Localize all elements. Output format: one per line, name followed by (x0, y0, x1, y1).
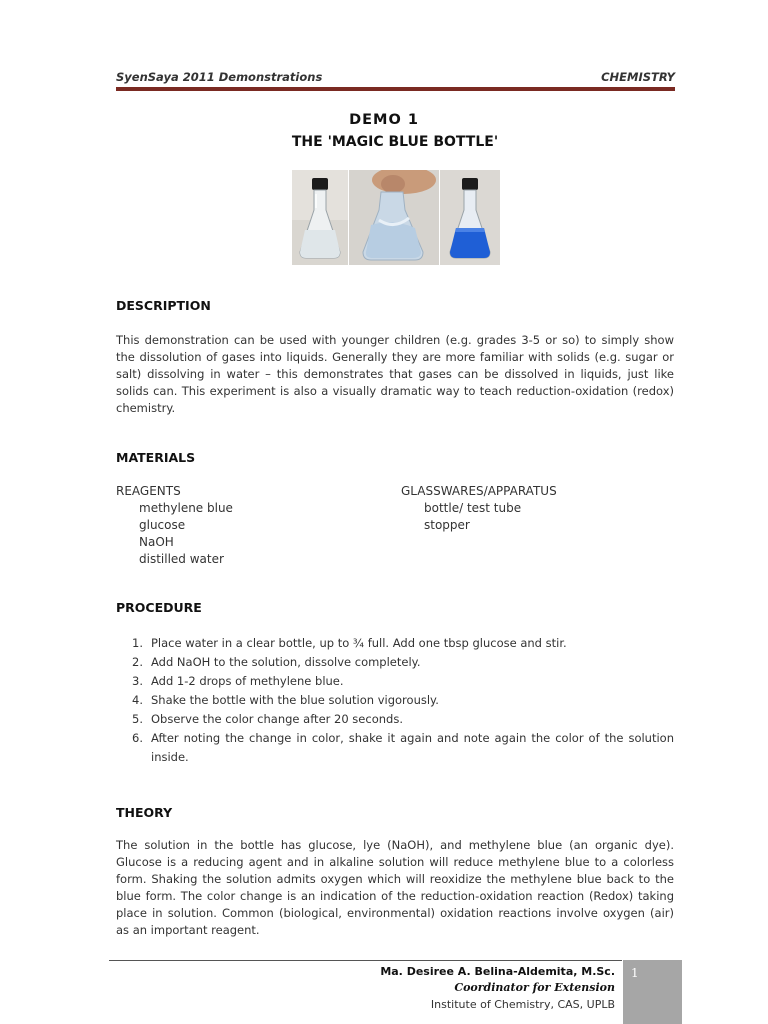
procedure-step (116, 672, 674, 691)
step-number: 3. (132, 674, 143, 688)
procedure-step (116, 653, 674, 672)
materials-heading: MATERIALS (116, 450, 196, 465)
description-heading: DESCRIPTION (116, 298, 211, 313)
author-institute: Institute of Chemistry, CAS, UPLB (430, 998, 615, 1011)
step-text: Add NaOH to the solution, dissolve completely. (151, 655, 421, 669)
procedure-steps (116, 634, 674, 767)
author-role: Coordinator for Extension (454, 981, 615, 994)
reagent-item: NaOH (139, 535, 174, 549)
step-number: 4. (132, 693, 143, 707)
procedure-step (116, 691, 674, 710)
theory-text: The solution in the bottle has glucose, lye (NaOH), and methylene blue (an organic dye). Glucose is a reducing agent and in alkaline solution will reduce methylene blue to a colorless form. Shaking the solution admits oxygen which will reoxidize the methylene blue back to the blue form. The color change is an indication of the reduction-oxidation reaction (Redox) taking place in solution. Common (biological, environmental) oxidation reactions involve oxygen (air) as an important reagent. (116, 838, 674, 937)
flask-shaken-photo (349, 170, 439, 265)
reagent-item: methylene blue (139, 501, 233, 515)
step-number: 6. (132, 731, 143, 745)
author-name: Ma. Desiree A. Belina-Aldemita, M.Sc. (380, 965, 615, 978)
running-header (116, 70, 675, 86)
step-number: 5. (132, 712, 143, 726)
flask-colorless-photo (292, 170, 348, 265)
header-rule (116, 87, 675, 91)
theory-heading: THEORY (116, 805, 173, 820)
description-text: This demonstration can be used with younger children (e.g. grades 3-5 or so) to simply show the dissolution of gases into liquids. Generally they are more familiar with solids (e.g. sugar or salt) dissolving in water – this demonstrates that gases can be dissolved in liquids, just like solids can. This experiment is also a visually dramatic way to teach reduction-oxidation (redox) chemistry. (116, 333, 674, 415)
demo-number: DEMO 1 (349, 112, 419, 128)
glassware-label: GLASSWARES/APPARATUS (401, 484, 557, 498)
footer-credit (380, 964, 615, 1014)
procedure-step (116, 634, 674, 653)
flask-photos (292, 170, 500, 265)
step-text: After noting the change in color, shake it again and note again the color of the solution inside. (151, 731, 674, 764)
glassware-list (401, 483, 557, 534)
step-number: 1. (132, 636, 143, 650)
flask-blue-photo (440, 170, 500, 265)
reagents-list (116, 483, 233, 568)
step-number: 2. (132, 655, 143, 669)
glassware-item: stopper (424, 518, 470, 532)
procedure-step (116, 710, 674, 729)
reagents-label: REAGENTS (116, 484, 181, 498)
step-text: Place water in a clear bottle, up to ¾ full. Add one tbsp glucose and stir. (151, 636, 567, 650)
reagent-item: glucose (139, 518, 186, 532)
demo-title: THE 'MAGIC BLUE BOTTLE' (291, 134, 499, 150)
procedure-step (116, 729, 674, 767)
step-text: Observe the color change after 20 seconds. (151, 712, 403, 726)
step-text: Shake the bottle with the blue solution vigorously. (151, 693, 439, 707)
procedure-heading: PROCEDURE (116, 600, 202, 615)
footer-rule (109, 960, 622, 961)
header-subject: CHEMISTRY (601, 70, 675, 84)
header-title: SyenSaya 2011 Demonstrations (116, 70, 323, 84)
reagent-item: distilled water (139, 552, 224, 566)
page-number: 1 (631, 966, 639, 980)
glassware-item: bottle/ test tube (424, 501, 522, 515)
step-text: Add 1-2 drops of methylene blue. (151, 674, 344, 688)
page-number-box (623, 960, 682, 1024)
